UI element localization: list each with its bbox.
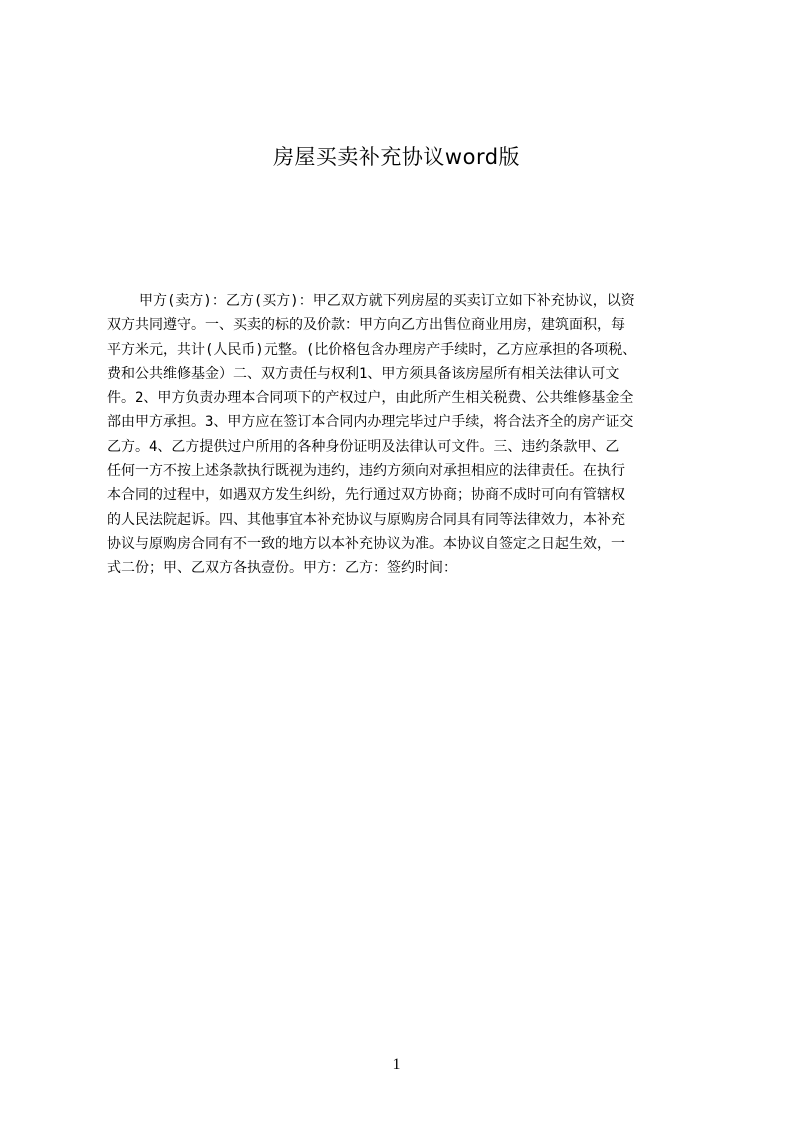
body-line: 本合同的过程中，如遇双方发生纠纷，先行通过双方协商；协商不成时可向有管辖权 (107, 487, 625, 504)
body-line: 平方米元，共计(人民币)元整。(比价格包含办理房产手续时，乙方应承担的各项税、 (107, 341, 637, 358)
body-line: 乙方。4、乙方提供过户所用的各种身份证明及法律认可文件。三、违约条款甲、乙 (107, 438, 620, 455)
body-line: 任何一方不按上述条款执行既视为违约，违约方须向对承担相应的法律责任。在执行 (107, 463, 625, 480)
document-title: 房屋买卖补充协议word版 (272, 145, 521, 169)
page-number: 1 (392, 1056, 401, 1073)
body-line: 式二份；甲、乙双方各执壹份。甲方：乙方：签约时间： (107, 560, 457, 577)
body-line: 部由甲方承担。3、甲方应在签订本合同内办理完毕过户手续，将合法齐全的房产证交 (107, 414, 634, 431)
body-line: 件。2、甲方负责办理本合同项下的产权过户，由此所产生相关税费、公共维修基金全 (107, 390, 634, 407)
body-line: 费和公共维修基金）二、双方责任与权利1、甲方须具备该房屋所有相关法律认可文 (107, 365, 620, 382)
body-line: 甲方(卖方)：乙方(买方)：甲乙双方就下列房屋的买卖订立如下补充协议，以资 (139, 293, 635, 309)
body-line: 双方共同遵守。一、买卖的标的及价款：甲方向乙方出售位商业用房，建筑面积，每 (107, 317, 625, 334)
document-body (107, 289, 696, 619)
body-line: 协议与原购房合同有不一致的地方以本补充协议为准。本协议自签定之日起生效，一 (107, 535, 625, 552)
body-line: 的人民法院起诉。四、其他事宜本补充协议与原购房合同具有同等法律效力，本补充 (107, 511, 625, 528)
